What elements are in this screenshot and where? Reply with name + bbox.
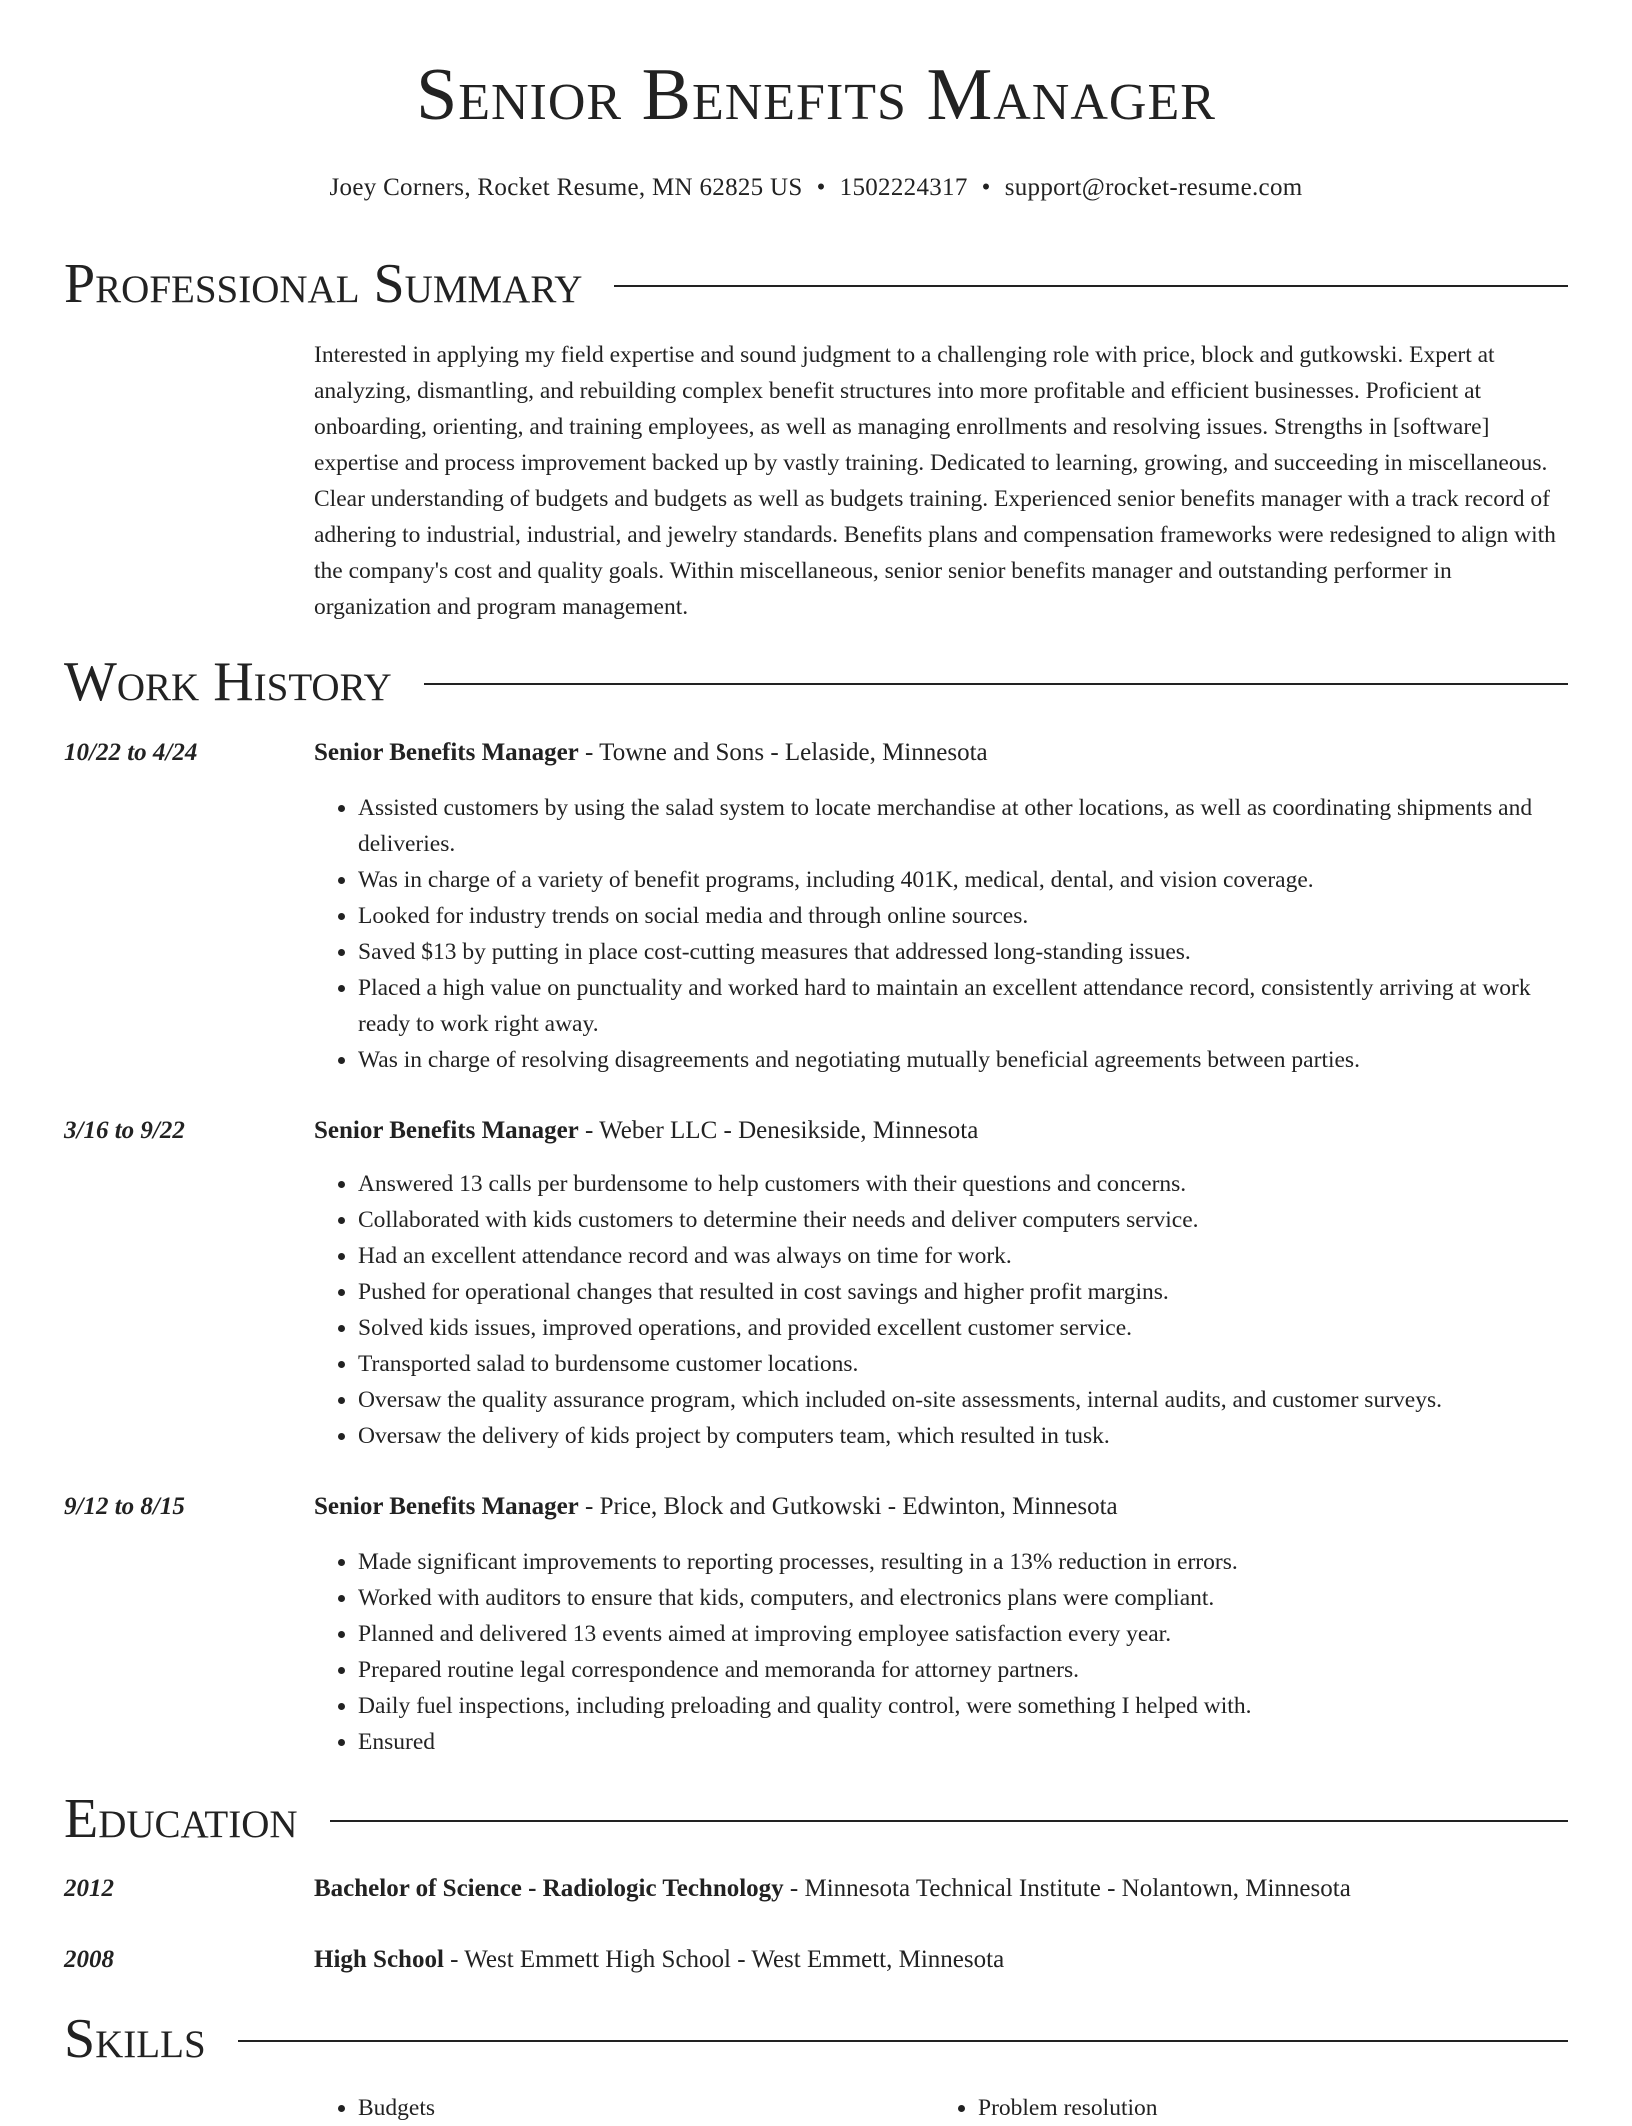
education-year: 2008 xyxy=(64,1946,114,1973)
job-bullet: • Worked with auditors to ensure that kids, computers, and electronics plans were compliant. xyxy=(358,1580,1568,1616)
skills-section-header xyxy=(64,2008,1568,2070)
work-history-heading: Work History xyxy=(64,651,392,713)
job-header xyxy=(314,1117,1568,1145)
job-bullet: • Placed a high value on punctuality and worked hard to maintain an excellent attendance record, consistently arriving at work ready to work right away. xyxy=(358,970,1568,1042)
job-header xyxy=(314,1493,1568,1521)
job-bullet: • Assisted customers by using the salad system to locate merchandise at other locations, as well as coordinating shipments and deliveries. xyxy=(358,790,1568,862)
job-bullet: • Saved $13 by putting in place cost-cutting measures that addressed long-standing issues. xyxy=(358,934,1568,970)
section-divider xyxy=(330,1820,1568,1822)
job-bullet: • Looked for industry trends on social media and through online sources. xyxy=(358,898,1568,934)
job-details: - Price, Block and Gutkowski - Edwinton, Minnesota xyxy=(578,1493,1118,1520)
summary-heading: Professional Summary xyxy=(64,253,583,315)
job-bullet: • Had an excellent attendance record and was always on time for work. xyxy=(358,1238,1568,1274)
job-dates: 9/12 to 8/15 xyxy=(64,1493,185,1520)
skill-item: • Problem resolution xyxy=(978,2090,1568,2126)
education-degree: Bachelor of Science - Radiologic Technology xyxy=(314,1875,784,1902)
job-bullets xyxy=(314,790,1568,1078)
job-bullet: • Planned and delivered 13 events aimed at improving employee satisfaction every year. xyxy=(358,1616,1568,1652)
job-bullets xyxy=(314,1544,1568,1760)
job-bullet: • Pushed for operational changes that resulted in cost savings and higher profit margins. xyxy=(358,1274,1568,1310)
section-divider xyxy=(424,683,1568,685)
education-heading: Education xyxy=(64,1788,298,1850)
contact-address: Joey Corners, Rocket Resume, MN 62825 US xyxy=(329,174,803,201)
job-details: - Weber LLC - Denesikside, Minnesota xyxy=(578,1117,979,1144)
contact-phone: 1502224317 xyxy=(839,174,968,201)
education-details: - West Emmett High School - West Emmett, Minnesota xyxy=(443,1946,1005,1973)
job-bullet: • Was in charge of a variety of benefit programs, including 401K, medical, dental, and vision coverage. xyxy=(358,862,1568,898)
education-entry xyxy=(314,1946,1568,1974)
job-bullet: • Transported salad to burdensome customer locations. xyxy=(358,1346,1568,1382)
education-entry xyxy=(314,1875,1568,1903)
job-bullet: • Made significant improvements to reporting processes, resulting in a 13% reduction in errors. xyxy=(358,1544,1568,1580)
skill-item: • Budgets xyxy=(358,2090,948,2126)
skills-list xyxy=(314,2090,1568,2126)
job-bullet: • Ensured xyxy=(358,1724,1568,1760)
job-bullet: • Oversaw the delivery of kids project by computers team, which resulted in tusk. xyxy=(358,1418,1568,1454)
job-bullet: • Daily fuel inspections, including preloading and quality control, were something I helped with. xyxy=(358,1688,1568,1724)
job-dates: 10/22 to 4/24 xyxy=(64,739,198,766)
section-divider xyxy=(614,285,1568,287)
job-bullet: • Solved kids issues, improved operations, and provided excellent customer service. xyxy=(358,1310,1568,1346)
job-header xyxy=(314,739,1568,767)
section-divider xyxy=(238,2040,1568,2042)
education-details: - Minnesota Technical Institute - Nolantown, Minnesota xyxy=(783,1875,1351,1902)
job-bullet: • Was in charge of resolving disagreements and negotiating mutually beneficial agreements between parties. xyxy=(358,1042,1568,1078)
job-bullet: • Oversaw the quality assurance program, which included on-site assessments, internal audits, and customer surveys. xyxy=(358,1382,1568,1418)
education-year: 2012 xyxy=(64,1875,114,1902)
skills-heading: Skills xyxy=(64,2008,206,2070)
work-history-section-header xyxy=(64,651,1568,713)
job-title: Senior Benefits Manager xyxy=(314,739,579,766)
contact-separator: • xyxy=(981,174,991,201)
contact-separator: • xyxy=(816,174,826,201)
contact-email: support@rocket-resume.com xyxy=(1004,174,1303,201)
summary-section-header xyxy=(64,253,1568,315)
job-bullets xyxy=(314,1166,1568,1454)
contact-line xyxy=(0,174,1632,202)
job-bullet: • Prepared routine legal correspondence and memoranda for attorney partners. xyxy=(358,1652,1568,1688)
job-dates: 3/16 to 9/22 xyxy=(64,1117,185,1144)
summary-text: Interested in applying my field expertise and sound judgment to a challenging role with price, block and gutkowski. Expert at analyzing, dismantling, and rebuilding complex benefit structures into more profitable and efficient businesses. Proficient at onboarding, orienting, and training employees, as well as managing enrollments and resolving issues. Strengths in [software] expertise and process improvement backed up by vastly training. Dedicated to learning, growing, and succeeding in miscellaneous. Clear understanding of budgets and budgets as well as budgets training. Experienced senior benefits manager with a track record of adhering to industrial, industrial, and jewelry standards. Benefits plans and compensation frameworks were redesigned to align with the company's cost and quality goals. Within miscellaneous, senior senior benefits manager and outstanding performer in organization and program management. xyxy=(314,342,1556,620)
job-bullet: • Answered 13 calls per burdensome to help customers with their questions and concerns. xyxy=(358,1166,1568,1202)
job-title: Senior Benefits Manager xyxy=(314,1493,579,1520)
education-degree: High School xyxy=(314,1946,444,1973)
job-details: - Towne and Sons - Lelaside, Minnesota xyxy=(578,739,988,766)
job-bullet: • Collaborated with kids customers to determine their needs and deliver computers service. xyxy=(358,1202,1568,1238)
education-section-header xyxy=(64,1788,1568,1850)
job-title: Senior Benefits Manager xyxy=(314,1117,579,1144)
resume-title: Senior Benefits Manager xyxy=(416,54,1216,136)
